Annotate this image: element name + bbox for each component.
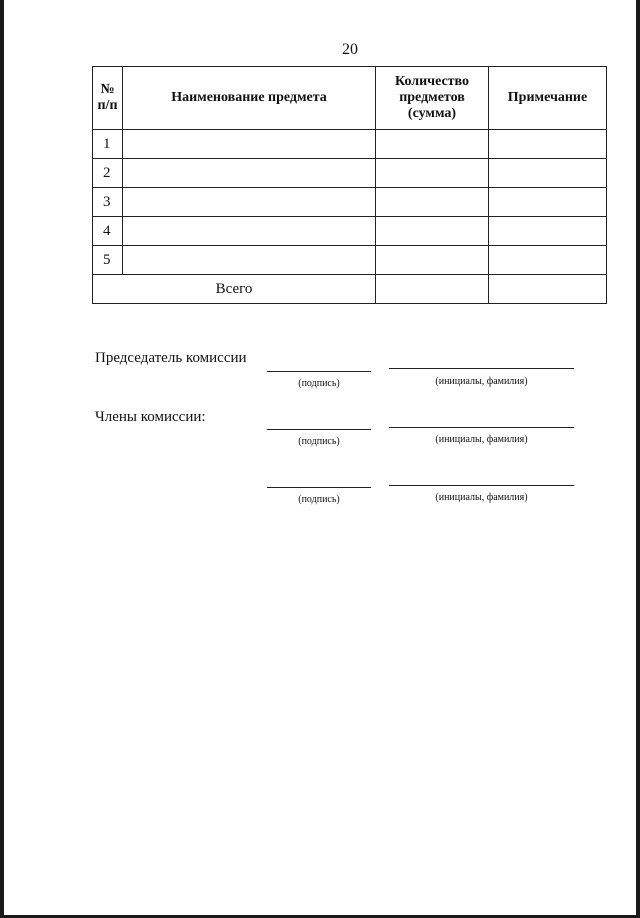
row-name-cell [123, 159, 376, 188]
row-quantity-cell [376, 217, 489, 246]
table-row [93, 159, 607, 188]
member-2-name-line [389, 485, 574, 486]
member-1-name-caption: (инициалы, фамилия) [435, 434, 528, 445]
table-total-row [93, 275, 607, 304]
total-note-cell [489, 275, 607, 304]
header-number: № п/п [93, 67, 123, 130]
page-number: 20 [342, 41, 358, 58]
row-name-cell [123, 130, 376, 159]
row-note-cell [489, 217, 607, 246]
row-quantity-cell [376, 188, 489, 217]
table-header-row [93, 67, 607, 130]
row-number: 5 [93, 246, 123, 275]
table-row [93, 246, 607, 275]
header-note: Примечание [489, 67, 607, 130]
table-row [93, 130, 607, 159]
table-row [93, 188, 607, 217]
row-number: 3 [93, 188, 123, 217]
chairman-label: Председатель комиссии [95, 350, 247, 366]
row-quantity-cell [376, 130, 489, 159]
row-quantity-cell [376, 246, 489, 275]
chairman-name-caption: (инициалы, фамилия) [435, 376, 528, 387]
row-quantity-cell [376, 159, 489, 188]
row-note-cell [489, 246, 607, 275]
member-2-signature-caption: (подпись) [298, 494, 340, 505]
row-name-cell [123, 217, 376, 246]
row-name-cell [123, 246, 376, 275]
row-name-cell [123, 188, 376, 217]
items-table [92, 66, 607, 304]
row-number: 4 [93, 217, 123, 246]
total-quantity-cell [376, 275, 489, 304]
chairman-signature-line [267, 371, 371, 372]
member-2-signature-line [267, 487, 371, 488]
header-name: Наименование предмета [123, 67, 376, 130]
row-number: 1 [93, 130, 123, 159]
row-number: 2 [93, 159, 123, 188]
member-2-name-caption: (инициалы, фамилия) [435, 492, 528, 503]
row-note-cell [489, 188, 607, 217]
header-quantity: Количество предметов (сумма) [376, 67, 489, 130]
chairman-signature-caption: (подпись) [298, 378, 340, 389]
members-label: Члены комиссии: [95, 409, 206, 425]
total-label: Всего [93, 275, 376, 304]
member-1-name-line [389, 427, 574, 428]
row-note-cell [489, 159, 607, 188]
chairman-name-line [389, 368, 574, 369]
scan-edge-left [0, 0, 4, 918]
table-row [93, 217, 607, 246]
member-1-signature-caption: (подпись) [298, 436, 340, 447]
row-note-cell [489, 130, 607, 159]
member-1-signature-line [267, 429, 371, 430]
scan-edge-right [636, 0, 640, 918]
